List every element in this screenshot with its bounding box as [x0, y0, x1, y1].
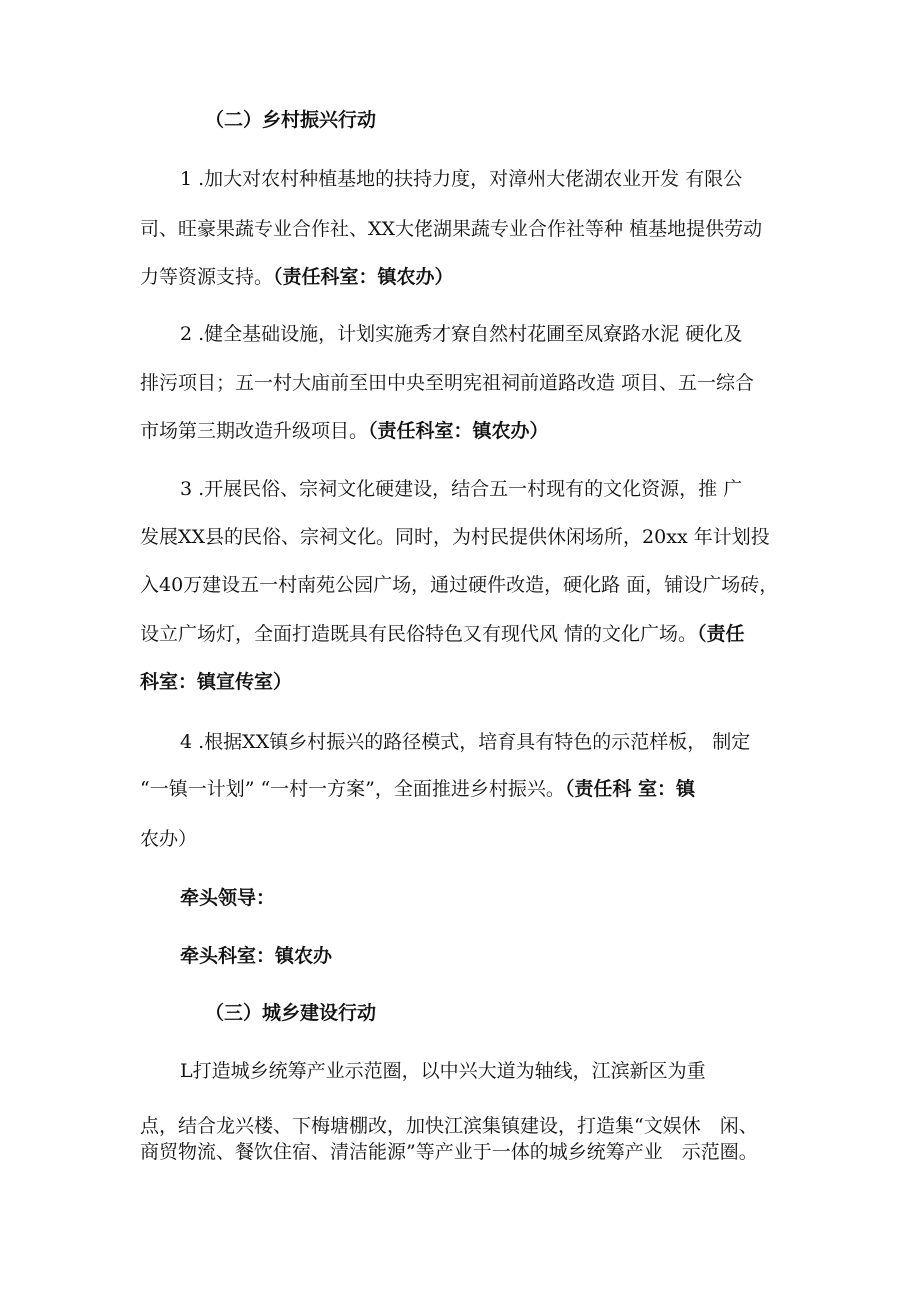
section-heading-rural-revitalization: （二）乡村振兴行动	[205, 109, 377, 131]
responsible-office: （责任科 室：镇	[564, 778, 696, 800]
responsible-office: （责任	[697, 623, 745, 645]
paragraph-line: 司、旺豪果蔬专业合作社、XX大佬湖果蔬专业合作社等种 植基地提供劳动	[140, 218, 763, 240]
lead-office: 牵头科室：镇农办	[180, 945, 333, 967]
paragraph-line: 农办）	[140, 828, 198, 850]
paragraph-line: 1 .加大对农村种植基地的扶持力度，对漳州大佬湖农业开发 有限公	[180, 168, 743, 190]
responsible-office: （责任科室：镇农办）	[273, 266, 454, 288]
paragraph-text: 力等资源支持。	[140, 266, 274, 288]
paragraph-line: 点，结合龙兴楼、下梅塘棚改，加快江滨集镇建设，打造集“文娱休 闲、	[140, 1115, 758, 1137]
paragraph-line	[140, 418, 785, 444]
paragraph-line: 排污项目；五一村大庙前至田中央至明宪祖祠前道路改造 项目、五一综合	[140, 372, 755, 394]
paragraph-text: 市场第三期改造升级项目。	[140, 420, 369, 442]
paragraph-line	[140, 776, 785, 802]
paragraph-line	[140, 264, 785, 290]
lead-leader: 牵头领导：	[180, 887, 276, 909]
responsible-office: 科室：镇宣传室）	[140, 671, 293, 693]
paragraph-line: 3 .开展民俗、宗祠文化硬建设，结合五一村现有的文化资源，推 广	[180, 478, 743, 500]
paragraph-line	[140, 621, 785, 647]
paragraph-line: 入40万建设五一村南苑公园广场，通过硬件改造，硬化路 面，铺设广场砖，	[140, 574, 779, 596]
paragraph-text: 设立广场灯，全面打造既具有民俗特色又有现代风 情的文化广场。	[140, 623, 698, 645]
paragraph-line: 商贸物流、餐饮住宿、清洁能源”等产业于一体的城乡统筹产业 示范圈。	[140, 1141, 758, 1163]
responsible-office: （责任科室：镇农办）	[368, 420, 549, 442]
paragraph-line: L打造城乡统筹产业示范圈，以中兴大道为轴线，江滨新区为重	[180, 1060, 706, 1082]
paragraph-line: 2 .健全基础设施，计划实施秀才寮自然村花圃至凤寮路水泥 硬化及	[180, 323, 743, 345]
section-heading-urban-rural-construction: （三）城乡建设行动	[205, 1002, 377, 1024]
paragraph-line: 4 .根据XX镇乡村振兴的路径模式，培育具有特色的示范样板， 制定	[180, 731, 751, 753]
paragraph-line: 发展XX县的民俗、宗祠文化。同时，为村民提供休闲场所，20xx 年计划投	[140, 526, 770, 548]
paragraph-text: “一镇一计划” “一村一方案”，全面推进乡村振兴。	[140, 778, 565, 800]
